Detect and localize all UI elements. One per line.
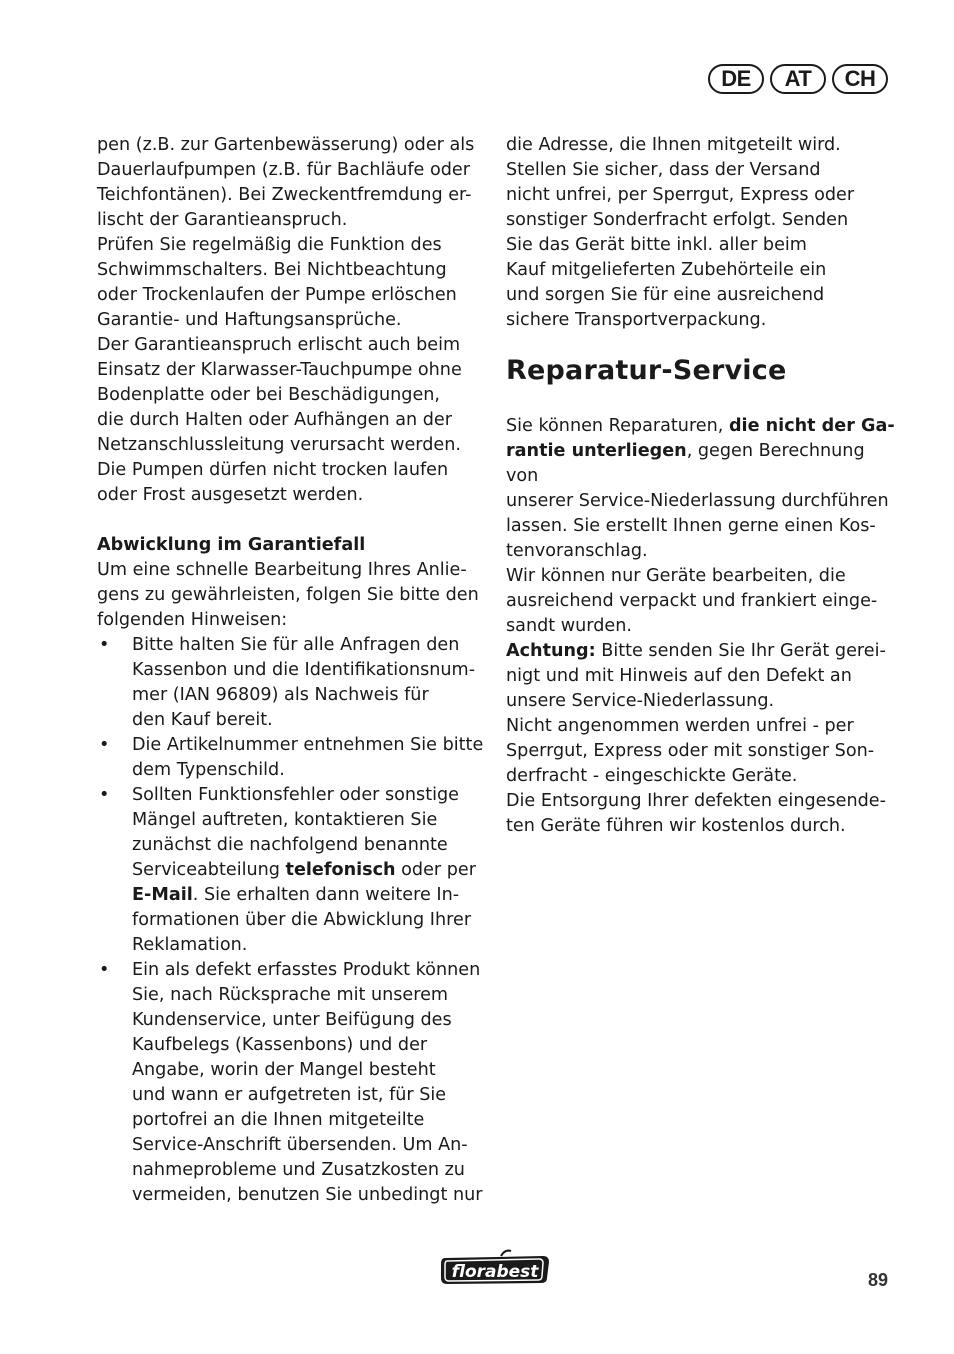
list-item [97,633,489,733]
text-line: lischt der Garantieanspruch. [97,210,348,230]
text-line: . Sie erhalten dann weitere In- [192,885,460,905]
text-line: Bitte senden Sie Ihr Gerät gerei- [595,641,886,661]
text-line: nahmeprobleme und Zusatzkosten zu [132,1160,465,1180]
text-line: sichere Transportverpackung. [506,310,767,330]
shipping-paragraph [506,133,896,333]
text-line: Stellen Sie sicher, dass der Versand [506,160,821,180]
text-line: Ein als defekt erfasstes Produkt können [132,960,481,980]
text-line: nigt und mit Hinweis auf den Defekt an [506,666,852,686]
list-item [97,958,489,1208]
text-line: Der Garantieanspruch erlischt auch beim [97,335,461,355]
text-line: dem Typenschild. [132,760,285,780]
text-line: Sie, nach Rücksprache mit unserem [132,985,449,1005]
text-line: Netzanschlussleitung verursacht werden. [97,435,461,455]
country-badge-de: DE [708,64,764,94]
text-line: Bitte halten Sie für alle Anfragen den [132,635,460,655]
text-line: oder per [395,860,476,880]
text-line: unsere Service-Niederlassung. [506,691,775,711]
list-item [97,783,489,958]
repair-service-paragraph [506,414,896,839]
text-line: vermeiden, benutzen Sie unbedingt nur [132,1185,483,1205]
text-line: Kaufbelegs (Kassenbons) und der [132,1035,428,1055]
page-number: 89 [867,1270,888,1290]
text-line: Serviceabteilung [132,860,286,880]
text-line: gens zu gewährleisten, folgen Sie bitte den [97,585,479,605]
text-line: die durch Halten oder Aufhängen an der [97,410,452,430]
text-line: Bodenplatte oder bei Beschädigungen, [97,385,441,405]
text-line: oder Frost ausgesetzt werden. [97,485,364,505]
emphasis-email: E-Mail [132,885,193,905]
text-line: Sie können Reparaturen, [506,416,729,436]
text-line: , gegen Berechnung von [506,441,865,486]
warranty-procedure-heading: Abwicklung im Garantiefall [97,535,366,555]
text-line: oder Trockenlaufen der Pumpe erlöschen [97,285,457,305]
text-line: Dauerlaufpumpen (z.B. für Bachläufe oder [97,160,470,180]
text-line: Angabe, worin der Mangel besteht [132,1060,436,1080]
repair-service-heading: Reparatur-Service [506,355,787,386]
text-line: Schwimmschalters. Bei Nichtbeachtung [97,260,447,280]
text-line: nicht unfrei, per Sperrgut, Express oder [506,185,855,205]
attention-label: Achtung: [506,641,596,661]
emphasis-text: die nicht der Ga- [728,416,895,436]
text-line: Die Pumpen dürfen nicht trocken laufen [97,460,449,480]
text-line: Mängel auftreten, kontaktieren Sie [132,810,438,830]
left-column [97,133,489,1208]
emphasis-text: rantie unterliegen [506,441,687,461]
text-line: sonstiger Sonderfracht erfolgt. Senden [506,210,849,230]
text-line: Wir können nur Geräte bearbeiten, die [506,566,846,586]
text-line: Sie das Gerät bitte inkl. aller beim [506,235,807,255]
text-line: und wann er aufgetreten ist, für Sie [132,1085,447,1105]
emphasis-phone: telefonisch [285,860,396,880]
text-line: Teichfontänen). Bei Zweckentfremdung er- [97,185,472,205]
logo-text: florabest [451,1262,539,1282]
text-line: lassen. Sie erstellt Ihnen gerne einen Kos- [506,516,876,536]
text-line: portofrei an die Ihnen mitgeteilte [132,1110,425,1130]
text-line: sandt wurden. [506,616,632,636]
country-badge-at: AT [770,64,826,94]
text-line: Prüfen Sie regelmäßig die Funktion des [97,235,442,255]
text-line: formationen über die Abwicklung Ihrer [132,910,472,930]
text-line: mer (IAN 96809) als Nachweis für [132,685,429,705]
float-switch-paragraph [97,233,489,333]
list-item [97,733,489,783]
text-line: pen (z.B. zur Gartenbewässerung) oder als [97,135,475,155]
text-line: Reklamation. [132,935,248,955]
text-line: ausreichend verpackt und frankiert einge- [506,591,878,611]
text-line: die Adresse, die Ihnen mitgeteilt wird. [506,135,841,155]
text-line: den Kauf bereit. [132,710,273,730]
text-line: Garantie- und Haftungsansprüche. [97,310,402,330]
florabest-logo-graphic [439,1248,551,1286]
text-line: Einsatz der Klarwasser-Tauchpumpe ohne [97,360,462,380]
text-line: Um eine schnelle Bearbeitung Ihres Anlie- [97,560,467,580]
text-line: und sorgen Sie für eine ausreichend [506,285,825,305]
warranty-procedure-intro [97,558,489,633]
text-line: Die Artikelnummer entnehmen Sie bitte [132,735,484,755]
text-line: Kauf mitgelieferten Zubehörteile ein [506,260,827,280]
text-line: Kundenservice, unter Beifügung des [132,1010,452,1030]
text-line: ten Geräte führen wir kostenlos durch. [506,816,846,836]
right-column [506,133,896,839]
text-line: Sperrgut, Express oder mit sonstiger Son- [506,741,875,761]
text-line: zunächst die nachfolgend benannte [132,835,448,855]
text-line: tenvoranschlag. [506,541,648,561]
country-badge-ch: CH [832,64,888,94]
text-line: Kassenbon und die Identifikationsnum- [132,660,476,680]
text-line: derfracht - eingeschickte Geräte. [506,766,798,786]
warranty-void-paragraph [97,333,489,508]
text-line: Sollten Funktionsfehler oder sonstige [132,785,460,805]
intro-paragraph [97,133,489,233]
text-line: Nicht angenommen werden unfrei - per [506,716,854,736]
text-line: Service-Anschrift übersenden. Um An- [132,1135,468,1155]
country-badges [708,64,888,94]
text-line: folgenden Hinweisen: [97,610,288,630]
warranty-steps-list [97,633,489,1208]
florabest-logo [439,1248,551,1286]
text-line: Die Entsorgung Ihrer defekten eingesende- [506,791,886,811]
text-line: unserer Service-Niederlassung durchführen [506,491,889,511]
